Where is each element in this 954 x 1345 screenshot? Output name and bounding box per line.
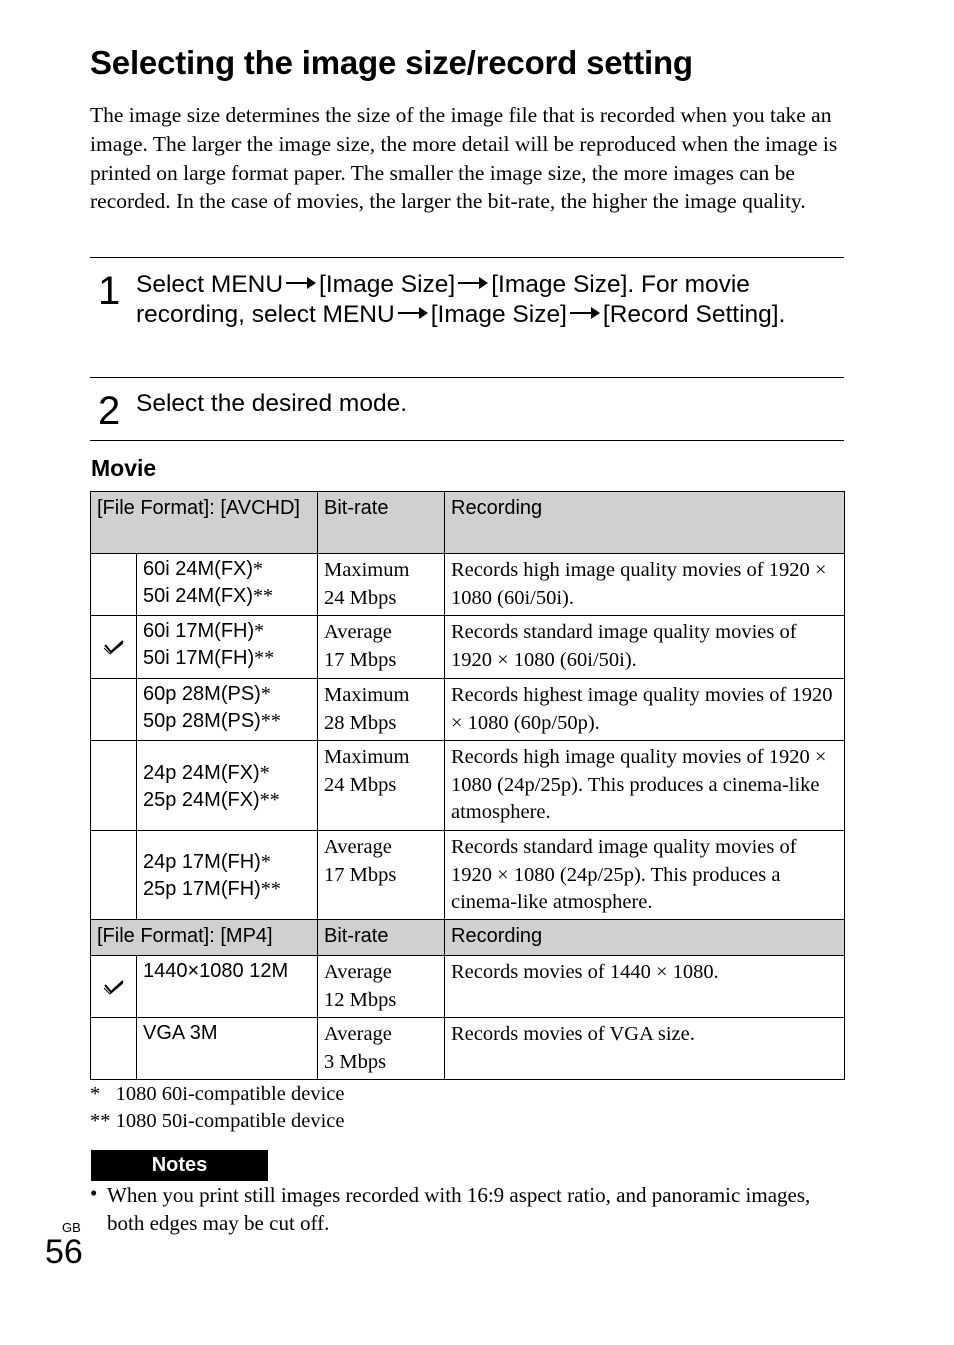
mode-cell bbox=[137, 831, 318, 920]
recording-description: Records standard image quality movies of 1920 × 1080 (24p/25p). This produces a cinema-like atmosphere. bbox=[445, 831, 845, 920]
notes-label: Notes bbox=[91, 1150, 268, 1181]
divider bbox=[90, 377, 844, 378]
table-row bbox=[91, 956, 845, 1018]
bitrate-type: Average bbox=[324, 621, 392, 643]
bitrate-cell bbox=[318, 956, 445, 1018]
step-number: 2 bbox=[98, 389, 121, 433]
mode-cell bbox=[137, 741, 318, 831]
recording-description: Records movies of VGA size. bbox=[445, 1018, 845, 1080]
mode-name: 50i 17M(FH) bbox=[143, 647, 255, 669]
right-arrow-icon bbox=[458, 277, 488, 289]
page-title: Selecting the image size/record setting bbox=[90, 44, 693, 81]
bitrate-cell bbox=[318, 616, 445, 679]
bitrate-type: Average bbox=[324, 836, 392, 858]
page-number: 56 bbox=[45, 1233, 83, 1271]
bitrate-value: 24 Mbps bbox=[324, 586, 397, 609]
mode-name: 60p 28M(PS) bbox=[143, 683, 261, 705]
bitrate-value: 12 Mbps bbox=[324, 988, 397, 1011]
step-1-part: [Image Size] bbox=[430, 301, 567, 328]
bitrate-cell bbox=[318, 554, 445, 616]
table-row bbox=[91, 1018, 845, 1080]
footnote-mark: ** bbox=[253, 585, 274, 607]
footnote-mark: * bbox=[260, 683, 271, 705]
mode-name: 24p 17M(FH) bbox=[143, 851, 261, 873]
check-cell bbox=[91, 554, 137, 616]
table-row bbox=[91, 554, 845, 616]
check-cell bbox=[91, 831, 137, 920]
header-recording: Recording bbox=[445, 492, 845, 554]
section-heading: Movie bbox=[91, 455, 157, 481]
right-arrow-icon bbox=[286, 277, 316, 289]
recording-description: Records highest image quality movies of 1920 × 1080 (60p/50p). bbox=[445, 679, 845, 741]
footnote-mark: * bbox=[254, 620, 265, 642]
bitrate-value: 17 Mbps bbox=[324, 648, 397, 671]
bitrate-type: Maximum bbox=[324, 746, 410, 768]
bitrate-type: Average bbox=[324, 961, 392, 983]
mode-cell bbox=[137, 956, 318, 1018]
mode-name: 50p 28M(PS) bbox=[143, 710, 261, 732]
bitrate-value: 24 Mbps bbox=[324, 773, 397, 796]
mode-name: 24p 24M(FX) bbox=[143, 761, 260, 784]
footnote-mark: ** bbox=[260, 878, 281, 900]
right-arrow-icon bbox=[570, 307, 600, 319]
table-row bbox=[91, 679, 845, 741]
divider bbox=[90, 440, 844, 441]
header-bit-rate: Bit-rate bbox=[318, 492, 445, 554]
mode-name: 25p 17M(FH) bbox=[143, 878, 261, 900]
header-bit-rate: Bit-rate bbox=[318, 920, 445, 956]
note-item: When you print still images recorded with 16:9 aspect ratio, and panoramic images, both edges may be cut off. bbox=[107, 1183, 811, 1235]
step-1-part: [Record Setting]. bbox=[602, 301, 786, 328]
footnote-mark: * bbox=[260, 851, 271, 873]
language-code: GB bbox=[62, 1220, 81, 1235]
mode-name: 60i 17M(FH) bbox=[143, 620, 255, 642]
step-2-text: Select the desired mode. bbox=[136, 390, 408, 417]
footnote-mark: ** bbox=[259, 788, 280, 811]
bitrate-value: 3 Mbps bbox=[324, 1050, 387, 1073]
recording-description: Records movies of 1440 × 1080. bbox=[445, 956, 845, 1018]
table-header-row bbox=[91, 920, 845, 956]
footnote-mark: * bbox=[259, 761, 270, 784]
check-cell bbox=[91, 616, 137, 679]
step-1-part: Select MENU bbox=[136, 271, 284, 298]
bitrate-type: Maximum bbox=[324, 559, 410, 581]
bitrate-type: Maximum bbox=[324, 684, 410, 706]
footnote: ** 1080 50i-compatible device bbox=[90, 1110, 345, 1132]
bitrate-cell bbox=[318, 679, 445, 741]
footnote-mark: * bbox=[253, 558, 264, 580]
right-arrow-icon bbox=[398, 307, 428, 319]
table-row bbox=[91, 741, 845, 831]
step-1-text bbox=[136, 270, 846, 330]
mode-cell bbox=[137, 679, 318, 741]
step-1-part: [Image Size] bbox=[319, 271, 456, 298]
recording-description: Records high image quality movies of 1920 × 1080 (60i/50i). bbox=[445, 554, 845, 616]
bitrate-cell bbox=[318, 831, 445, 920]
footnote-mark: ** bbox=[260, 710, 281, 732]
check-cell bbox=[91, 956, 137, 1018]
mode-name: 50i 24M(FX) bbox=[143, 585, 254, 607]
mode-name: 1440×1080 12M bbox=[143, 960, 289, 982]
bitrate-cell bbox=[318, 741, 445, 831]
movie-settings-table bbox=[90, 491, 845, 1080]
footnote-mark: ** bbox=[254, 647, 275, 669]
header-recording: Recording bbox=[445, 920, 845, 956]
mode-name: 25p 24M(FX) bbox=[143, 788, 260, 811]
recording-description: Records high image quality movies of 1920 × 1080 (24p/25p). This produces a cinema-like atmosphere. bbox=[445, 741, 845, 831]
header-file-format: [File Format]: [AVCHD] bbox=[91, 492, 318, 554]
bitrate-value: 17 Mbps bbox=[324, 863, 397, 886]
check-mark-icon bbox=[103, 639, 125, 655]
recording-description: Records standard image quality movies of 1920 × 1080 (60i/50i). bbox=[445, 616, 845, 679]
check-cell bbox=[91, 741, 137, 831]
mode-name: 60i 24M(FX) bbox=[143, 558, 254, 580]
footnote: * 1080 60i-compatible device bbox=[90, 1083, 345, 1105]
table-header-row bbox=[91, 492, 845, 554]
header-file-format: [File Format]: [MP4] bbox=[91, 920, 318, 956]
intro-paragraph: The image size determines the size of the image file that is recorded when you take an image. The larger the image size, the more detail will be reproduced when the image is printed on large format paper. The smaller the image size, the more images can be recorded. In the case of movies, the larger the bit-rate, the higher the image quality. bbox=[90, 103, 838, 214]
check-cell bbox=[91, 679, 137, 741]
mode-name: VGA 3M bbox=[143, 1022, 218, 1044]
mode-cell bbox=[137, 616, 318, 679]
bitrate-type: Average bbox=[324, 1023, 392, 1045]
table-row bbox=[91, 831, 845, 920]
step-number: 1 bbox=[98, 269, 121, 313]
mode-cell bbox=[137, 554, 318, 616]
bullet-icon: • bbox=[90, 1181, 98, 1205]
check-mark-icon bbox=[103, 979, 125, 995]
table-row bbox=[91, 616, 845, 679]
check-cell bbox=[91, 1018, 137, 1080]
step-1-part: [Image Size]. For movie recording, select MENU bbox=[136, 271, 750, 328]
divider bbox=[90, 257, 844, 258]
mode-cell bbox=[137, 1018, 318, 1080]
bitrate-cell bbox=[318, 1018, 445, 1080]
bitrate-value: 28 Mbps bbox=[324, 711, 397, 734]
